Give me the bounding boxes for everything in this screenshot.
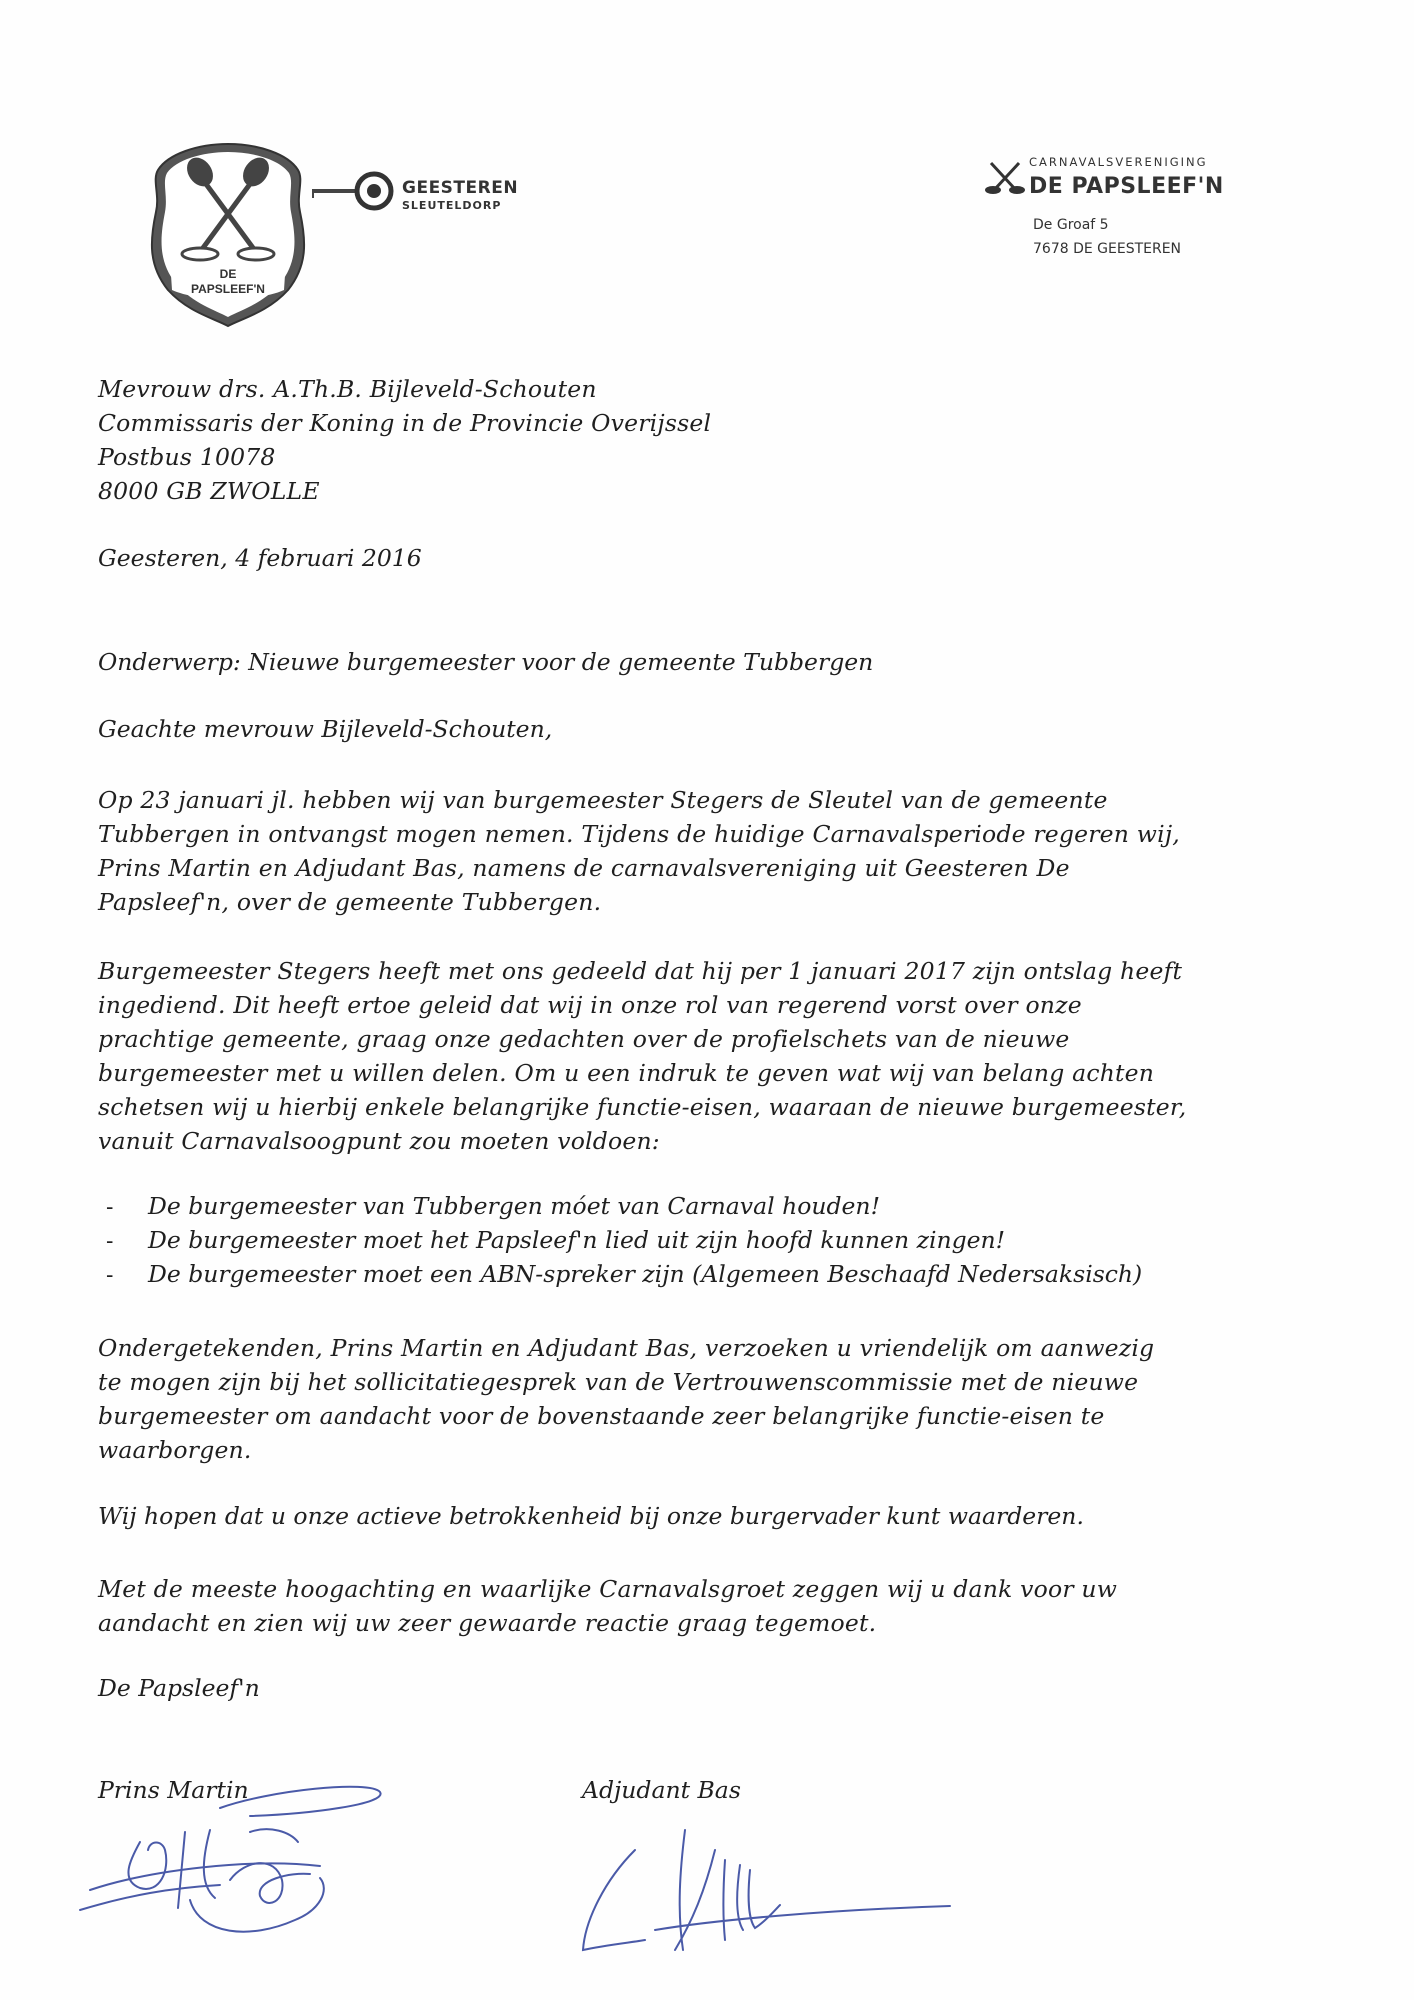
org-type: CARNAVALSVERENIGING: [1029, 155, 1208, 169]
paragraph-line: prachtige gemeente, graag onze gedachten over de profielschets van de nieuwe: [98, 1025, 1070, 1053]
village-name: GEESTEREN: [402, 178, 519, 198]
closing: De Papsleef'n: [98, 1674, 260, 1702]
crest-text-papsleefn: PAPSLEEF'N: [191, 282, 265, 296]
paragraph-line: burgemeester om aandacht voor de bovenstaande zeer belangrijke functie-eisen te: [98, 1402, 1105, 1430]
paragraph-line: Tubbergen in ontvangst mogen nemen. Tijdens de huidige Carnavalsperiode regeren wij,: [98, 820, 1180, 848]
paragraph-line: te mogen zijn bij het sollicitatiegesprek van de Vertrouwenscommissie met de nieuwe: [98, 1368, 1139, 1396]
bullet-marker: -: [106, 1195, 114, 1220]
paragraph-line: waarborgen.: [98, 1436, 252, 1464]
recipient-postbus: Postbus 10078: [98, 443, 276, 471]
paragraph-line: Prins Martin en Adjudant Bas, namens de carnavalsvereniging uit Geesteren De: [98, 854, 1070, 882]
recipient-city: 8000 GB ZWOLLE: [98, 477, 320, 505]
recipient-block: [98, 372, 1318, 508]
subject-line: Onderwerp: Nieuwe burgemeester voor de gemeente Tubbergen: [98, 648, 874, 676]
org-name: DE PAPSLEEF'N: [1029, 174, 1224, 199]
org-address: [1033, 213, 1181, 261]
paragraph-line: Op 23 januari jl. hebben wij van burgemeester Stegers de Sleutel van de gemeente: [98, 786, 1108, 814]
paragraph-3: [98, 1331, 1318, 1467]
crest-logo: [148, 140, 308, 330]
paragraph-line: ingediend. Dit heeft ertoe geleid dat wij in onze rol van regerend vorst over onze: [98, 991, 1082, 1019]
paragraph-line: Ondergetekenden, Prins Martin en Adjudant Bas, verzoeken u vriendelijk om aanwezig: [98, 1334, 1155, 1362]
paragraph-line: Burgemeester Stegers heeft met ons gedeeld dat hij per 1 januari 2017 zijn ontslag heeft: [98, 957, 1183, 985]
recipient-name: Mevrouw drs. A.Th.B. Bijleveld-Schouten: [98, 375, 597, 403]
crest-text-de: DE: [219, 267, 237, 281]
paragraph-line: Papsleef'n, over de gemeente Tubbergen.: [98, 888, 602, 916]
signature-adjudant-bas: [565, 1810, 965, 1960]
paragraph-2: [98, 954, 1318, 1158]
bullet-item: De burgemeester van Tubbergen móet van Carnaval houden!: [148, 1192, 881, 1220]
village-logo-text: [402, 178, 518, 212]
bullet-marker: -: [106, 1229, 114, 1254]
bullet-item: De burgemeester moet een ABN-spreker zijn (Algemeen Beschaafd Nedersaksisch): [148, 1260, 1143, 1288]
paragraph-line: burgemeester met u willen delen. Om u een indruk te geven wat wij van belang achten: [98, 1059, 1155, 1087]
bullet-item: De burgemeester moet het Papsleef'n lied uit zijn hoofd kunnen zingen!: [148, 1226, 1006, 1254]
paragraph-line: vanuit Carnavalsoogpunt zou moeten voldoen:: [98, 1127, 660, 1155]
paragraph-1: [98, 783, 1318, 919]
salutation: Geachte mevrouw Bijleveld-Schouten,: [98, 715, 553, 743]
org-address-street: De Groaf 5: [1033, 217, 1109, 233]
bullet-marker: -: [106, 1263, 114, 1288]
signatory-left: Prins Martin: [98, 1776, 249, 1804]
paragraph-5: [98, 1572, 1318, 1640]
paragraph-line: aandacht en zien wij uw zeer gewaarde reactie graag tegemoet.: [98, 1609, 877, 1637]
signatory-right: Adjudant Bas: [582, 1776, 741, 1804]
date-line: Geesteren, 4 februari 2016: [98, 544, 422, 572]
paragraph-line: Met de meeste hoogachting en waarlijke Carnavalsgroet zeggen wij u dank voor uw: [98, 1575, 1118, 1603]
paragraph-4: Wij hopen dat u onze actieve betrokkenheid bij onze burgervader kunt waarderen.: [98, 1502, 1084, 1530]
village-sub: SLEUTELDORP: [402, 199, 502, 212]
crossed-spoons-icon: [985, 159, 1025, 199]
signature-prins-martin: [70, 1770, 390, 1940]
recipient-title: Commissaris der Koning in de Provincie Overijssel: [98, 409, 712, 437]
org-address-city: 7678 DE GEESTEREN: [1033, 241, 1182, 257]
paragraph-line: schetsen wij u hierbij enkele belangrijke functie-eisen, waaraan de nieuwe burgemeester,: [98, 1093, 1187, 1121]
